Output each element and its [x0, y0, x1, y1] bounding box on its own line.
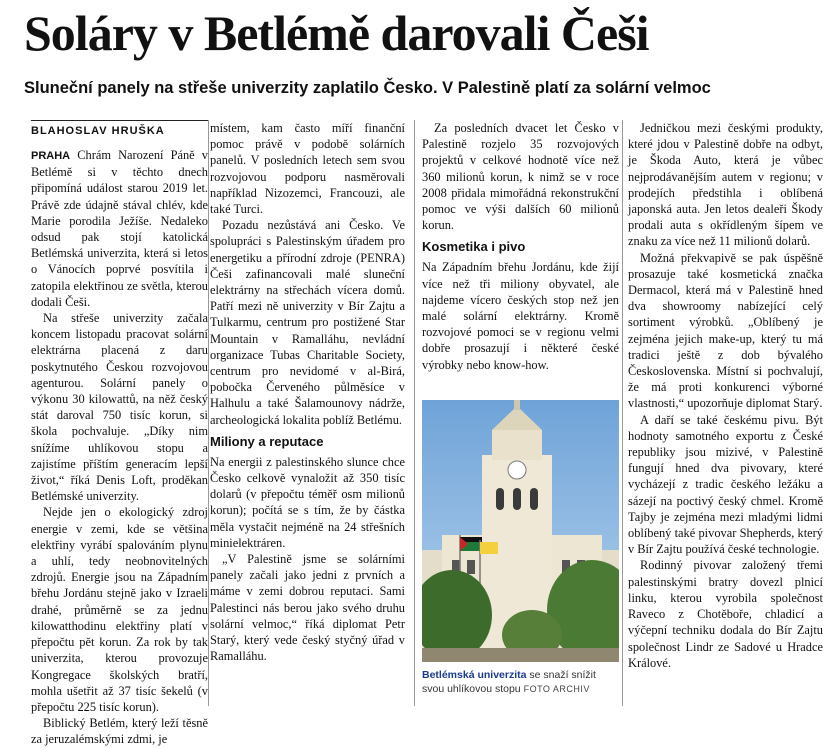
paragraph: Na střeše univerzity začala koncem listopadu pracovat solární elektrárna placená z daru poskytnutého Českou rozvojovou agenturou. Solární panely o výkonu 30 kilowattů, na něž český stát daroval 750 tisíc korun, si škola pochvaluje. „Díky nim snížíme uhlíkovou stopu a zajistíme příštím generacím lepší život,“ říká Denis Loft, proděkan Betlémské univerzity.	[31, 311, 208, 504]
headline: Soláry v Betlémě darovali Češi	[24, 5, 649, 61]
paragraph: Rodinný pivovar založený třemi palestinskými bratry dovezl plnicí linku, kterou vyrobila společnost Raveco z Chotěboře, chladicí a výčepní techniku dodala do Bír Zajtu společnost Lindr ze Sadové u Hradce Králové.	[628, 558, 823, 670]
paragraph: A daří se také českému pivu. Být hodnoty samotného exportu z České republiky jsou mizivé, v Palestině fungují hned dva pivovary, které vycházejí z tradic českého ležáku a sázejí na poctivý český chmel. Kromě Tajby je zejména mezi mladými lidmi oblíbený také pivovar Shepherds, který v Bír Zajtu používá české technologie.	[628, 412, 823, 557]
paragraph: Nejde jen o ekologický zdroj energie v zemi, kde se většina elektřiny vyrábí spalováním plynu a uhlí, tedy neobnovitelných zdrojů. Energie jsou na Západním břehu Jordánu stejně jako v Izraeli drahé, průměrně se za jednu kilowatthodinu elektřiny platí v přepočtu pět korun. Za rok by tak univerzita, kterou provozuje Kongregace školských bratří, mohla ušetřit až 37 tisíc šekelů (v přepočtu 225 tisíc korun).	[31, 505, 208, 714]
paragraph: Jedničkou mezi českými produkty, které jdou v Palestině dobře na odbyt, je Škoda Auto, která je vůbec nejprodávanějším autem v regionu; v prodejích předstihla i oblíbená japonská auta. Jen letos dealeři Škody prodali auta s okřídleným šípem ve znaku za více než 11 milionů dolarů.	[628, 121, 823, 249]
photo-credit: FOTO ARCHIV	[523, 684, 590, 694]
column-divider	[208, 120, 209, 706]
subheadline: Sluneční panely na střeše univerzity zaplatilo Česko. V Palestině platí za solární velmoc	[24, 79, 711, 97]
section-heading: Kosmetika i pivo	[422, 239, 526, 255]
caption-text: se snaží snížit svou uhlíkovou stopu	[422, 669, 596, 695]
paragraph: „V Palestině jsme se solárními panely začali jako jedni z prvních a máme v zemi dobrou reputaci. Sami Palestinci nás berou jako svého druhu solární velmoc,“ říká diplomat Petr Starý, který vede český styčný úřad v Ramalláhu.	[210, 552, 405, 664]
column-4	[628, 120, 823, 671]
column-1	[31, 120, 208, 748]
paragraph: Za posledních dvacet let Česko v Palestině rozjelo 35 rozvojových projektů v celkové hodnotě více než 360 milionů korun, k nimž se v roce 2008 přidala mimořádná rekonstrukční pomoc ve výši dalších 60 milionů korun.	[422, 121, 619, 233]
section-heading: Miliony a reputace	[210, 433, 324, 449]
paragraph: Pozadu nezůstává ani Česko. Ve spolupráci s Palestinským úřadem pro energetiku a přírodní zdroje (PENRA) Češi zafinancovali malé sluneční elektrárny na střechách vícera domů. Patří mezi ně univerzity v Bír Zajtu a Tulkarmu, centrum pro postižené Star Mountain v Ramalláhu, nevládní organizace Tubas Charitable Society, centrum pro nevidomé v al-Birá, pobočka Červeného půlměsíce v Halhulu a také Šalamounovy nádrže, archeologická lokalita poblíž Betlému.	[210, 218, 405, 427]
column-2	[210, 120, 405, 665]
paragraph: Možná překvapivě se pak úspěšně prosazuje také kosmetická značka Dermacol, která má v Palestině hned dva showroomy nabízející celý sortiment výrobků. „Oblíbený je zejména jejich make-up, který tu má tradici ještě z dob bývalého Československa. Místní si pochvalují, že má proti konkurenci výborné vlastnosti,“ upozorňuje diplomat Starý.	[628, 250, 823, 411]
byline: BLAHOSLAV HRUŠKA	[31, 120, 208, 141]
paragraph: PRAHA Chrám Narození Páně v Betlémě si v těchto dnech připomíná událost starou 2019 let. Právě zde údajně stával chlév, kde Marie porodila Ježíše. Nedaleko odsud pak stojí katolická Betlémská univerzita, která si letos o Vánocích poprvé posvítila i zatopila elektřinou ze světla, kterou dodali Češi.	[31, 148, 208, 309]
column-divider	[414, 120, 415, 706]
paragraph: Na energii z palestinského slunce chce Česko celkově vynaložit až 350 tisíc dolarů (v přepočtu téměř osm milionů korun); počítá se s tím, že by částka měla vystačit nejméně na 24 střešních minielektráren.	[210, 454, 405, 550]
paragraph: Na Západním břehu Jordánu, kde žijí více než tři miliony obyvatel, ale najdeme vícero českých stop než jen malé solární elektrárny. Kromě rozvojové pomoci se v regionu velmi dobře prosazují i některé české výrobky nebo know-how.	[422, 260, 619, 372]
paragraph: Biblický Betlém, který leží těsně za jeruzalémskými zdmi, je	[31, 716, 208, 747]
photo-caption	[422, 668, 619, 696]
column-divider	[622, 120, 623, 706]
caption-title: Betlémská univerzita	[422, 669, 527, 681]
university-building-illustration	[422, 400, 619, 662]
paragraph: místem, kam často míří finanční pomoc právě v podobě solárních panelů. V posledních letech sem svou rozvojovou podporu nasměrovali například Nizozemci, Francouzi, ale také Turci.	[210, 121, 405, 217]
university-photo	[422, 400, 619, 662]
dateline: PRAHA	[31, 150, 71, 162]
column-3	[422, 120, 619, 373]
